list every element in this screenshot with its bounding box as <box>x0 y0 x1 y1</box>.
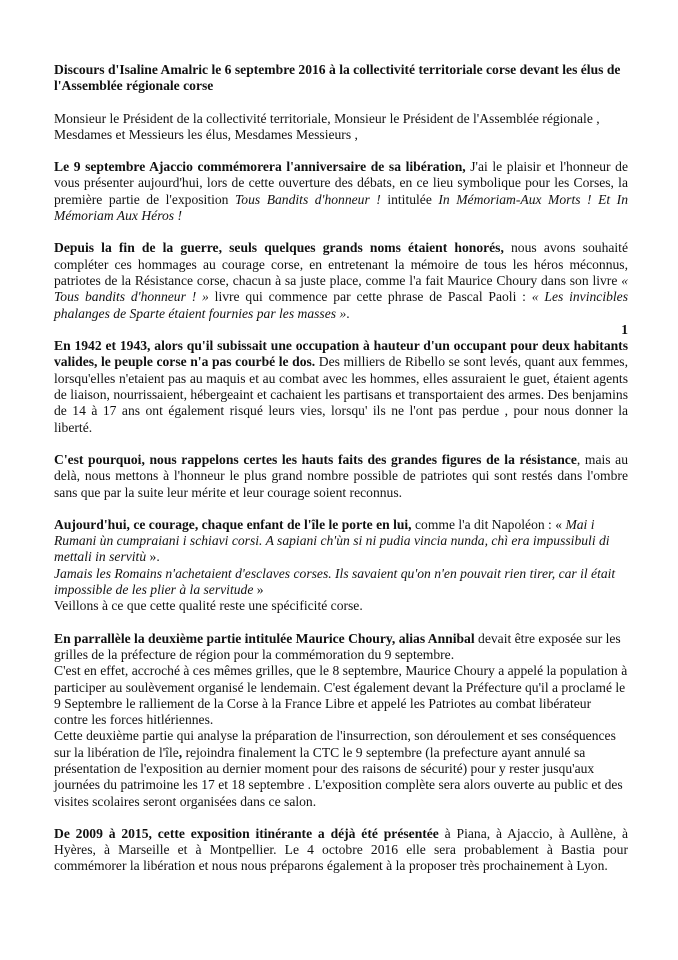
paragraph-liberation: Le 9 septembre Ajaccio commémorera l'anniversaire de sa libération, J'ai le plaisir et l'honneur de vous présenter aujourd'hui, lors de cette ouverture des débats, en ce lieu symbolique pour les Corses, la première partie de l'exposition Tous Bandits d'honneur ! intitulée In Mémoriam-Aux Morts ! Et In Mémoriam Aux Héros ! <box>54 159 628 224</box>
document-body <box>54 62 628 875</box>
paragraph-choury: En parrallèle la deuxième partie intitulée Maurice Choury, alias Annibal devait être exposée sur les grilles de la préfecture de région pour la commémoration du 9 septembre. C'est en effet, accroché à ces mêmes grilles, que le 8 septembre, Maurice Choury a appelé la population à participer au soulèvement organisé le lendemain. C'est également devant la Préfecture qu'il a proclamé le 9 Septembre le ralliement de la Corse à la France Libre et appelé les Patriotes au combat libérateur contre les forces hitlériennes. Cette deuxième partie qui analyse la préparation de l'insurrection, son déroulement et ses conséquences sur la libération de l'île, rejoindra finalement la CTC le 9 septembre (la prefecture ayant annulé sa présentation de l'exposition au dernier moment pour des raisons de sécurité) pour y rester jusqu'aux journées du patrimoine les 17 et 18 septembre . L'exposition complète sera alors ouverte au public et des visites scolaires seront organisées dans ce salon. <box>54 630 628 809</box>
paragraph-exposition: De 2009 à 2015, cette exposition itinérante a déjà été présentée à Piana, à Ajaccio, à Aullène, à Hyères, à Marseille et à Montpellier. Le 4 octobre 2016 elle sera probablement à Bastia pour commémorer la libération et nous nous préparons également à la proposer très prochainement à Lyon. <box>54 825 628 874</box>
salutation: Monsieur le Président de la collectivité territoriale, Monsieur le Président de l'Assemblée régionale , Mesdames et Messieurs les élus, Mesdames Messieurs , <box>54 110 600 142</box>
paragraph-occupation: En 1942 et 1943, alors qu'il subissait une occupation à hauteur d'un occupant pour deux habitants valides, le peuple corse n'a pas courbé le dos. Des milliers de Ribello se sont levés, quant aux femmes, lorsqu'elles n'etaient pas au maquis et au combat avec les hommes, elles assuraient le guet, étaient agents de liaison, nourrissaient, hébergeaint et cachaient les partisans et transportaient des armes. Des benjamins de 14 à 17 ans ont également risqué leurs vies, lorsqu' ils ne l'ont pas perdue , pour nous donner la liberté. <box>54 338 628 435</box>
page-number: 1 <box>621 321 628 337</box>
paragraph-hommages: Depuis la fin de la guerre, seuls quelques grands noms étaient honorés, nous avons souhaité compléter ces hommages au courage corse, en entretenant la mémoire de tous les héros méconnus, patriotes de la Résistance corse, chacun à sa juste place, comme l'a fait Maurice Choury dans son livre « Tous bandits d'honneur ! » livre qui commence par cette phrase de Pascal Paoli : « Les invincibles phalanges de Sparte étaient fournies par les masses ». <box>54 240 628 321</box>
document-title: Discours d'Isaline Amalric le 6 septembre 2016 à la collectivité territoriale corse devant les élus de l'Assemblée régionale corse <box>54 62 621 94</box>
paragraph-resistance: C'est pourquoi, nous rappelons certes les hauts faits des grandes figures de la résistance, mais au delà, nous mettons à l'honneur le plus grand nombre possible de patriotes qui sont restés dans l'ombre sans que par la suite leur mérite et leur courage soient reconnus. <box>54 451 628 500</box>
paragraph-napoleon: Aujourd'hui, ce courage, chaque enfant de l'île le porte en lui, comme l'a dit Napoléon : « Mai i Rumani ùn cumpraiani i schiavi corsi. A sapiani ch'ùn si ni pudia vincia nunda, chì era impussibuli di mettali in servitù ». Jamais les Romains n'achetaient d'esclaves corses. Ils savaient qu'on n'en pouvait rien tirer, car il était impossible de les plier à la servitude » Veillons à ce que cette qualité reste une spécificité corse. <box>54 516 616 614</box>
